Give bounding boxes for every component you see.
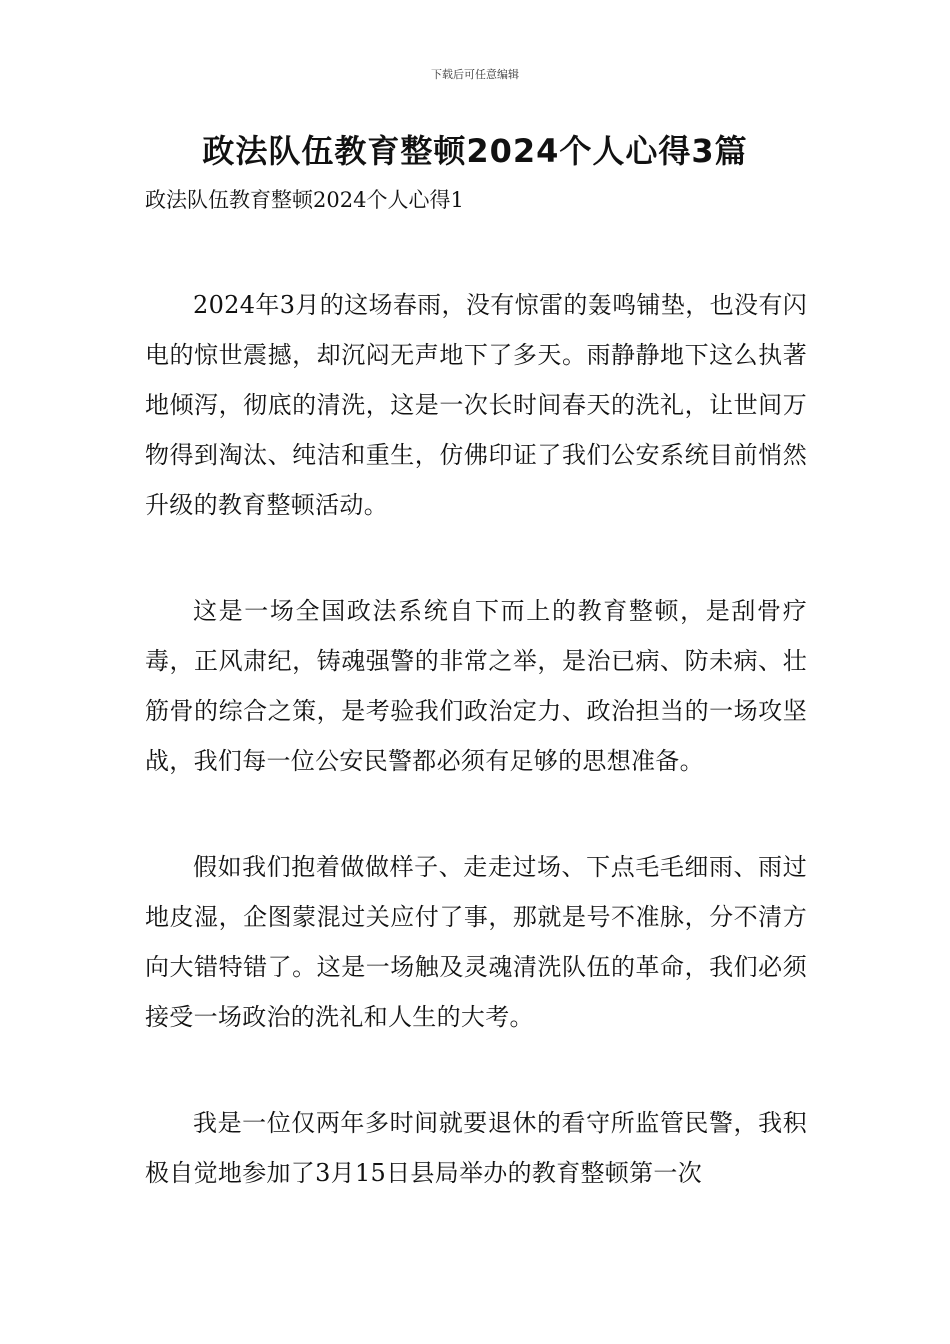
document-title: 政法队伍教育整顿2024个人心得3篇 — [202, 132, 748, 170]
body-paragraph-1: 2024年3月的这场春雨，没有惊雷的轰鸣铺垫，也没有闪电的惊世震撼，却沉闷无声地下了多天。雨静静地下这么执著地倾泻，彻底的清洗，这是一次长时间春天的洗礼，让世间万物得到淘汰、纯洁和重生，仿佛印证了我们公安系统目前悄然升级的教育整顿活动。 — [145, 291, 807, 519]
document-body — [145, 280, 807, 1254]
section-subtitle: 政法队伍教育整顿2024个人心得1 — [145, 188, 464, 212]
body-paragraph-4: 我是一位仅两年多时间就要退休的看守所监管民警，我积极自觉地参加了3月15日县局举办的教育整顿第一次 — [145, 1109, 807, 1187]
header-note: 下载后可任意编辑 — [431, 68, 519, 81]
body-paragraph-2: 这是一场全国政法系统自下而上的教育整顿，是刮骨疗毒，正风肃纪，铸魂强警的非常之举，是治已病、防未病、壮筋骨的综合之策，是考验我们政治定力、政治担当的一场攻坚战，我们每一位公安民警都必须有足够的思想准备。 — [145, 597, 807, 775]
body-paragraph-3: 假如我们抱着做做样子、走走过场、下点毛毛细雨、雨过地皮湿，企图蒙混过关应付了事，那就是号不准脉，分不清方向大错特错了。这是一场触及灵魂清洗队伍的革命，我们必须接受一场政治的洗礼和人生的大考。 — [145, 853, 807, 1031]
